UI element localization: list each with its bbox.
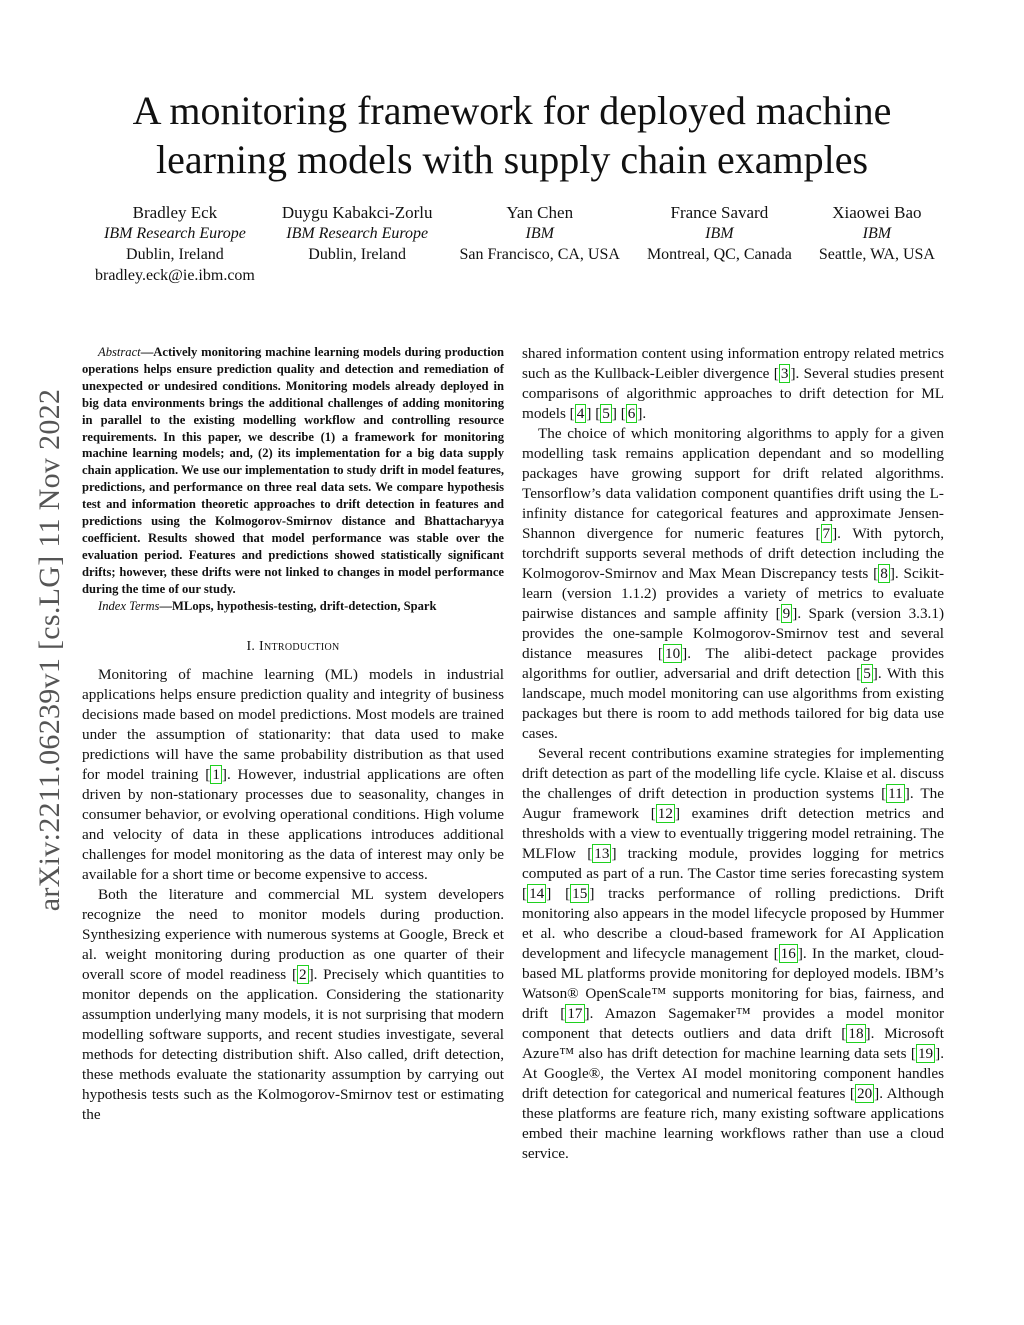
- citation-link[interactable]: 10: [664, 645, 681, 662]
- index-terms-text: —MLops, hypothesis-testing, drift-detection, Spark: [159, 598, 437, 613]
- abstract: [82, 344, 504, 598]
- author-name: Yan Chen: [506, 203, 574, 222]
- author-3: [459, 202, 619, 286]
- citation-link[interactable]: 5: [863, 665, 871, 682]
- author-affiliation: IBM: [525, 225, 554, 242]
- citation-link[interactable]: 4: [576, 405, 585, 422]
- author-location: San Francisco, CA, USA: [459, 246, 620, 263]
- abstract-text: —Actively monitoring machine learning models during production operations helps ensure prediction quality and detection and remediation of unexpected or undesired conditions. Monitoring models already deployed in big data environments brings the additional challenges of adding monitoring in parallel to the existing modelling workflow and controlling resource requirements. In this paper, we describe (1) a framework for monitoring machine learning models; and, (2) its implementation for a big data supply chain application. We use our implementation to study drift in model features, predictions, and performance on three real data sets. We compare hypothesis test and information theoretic approaches to drift detection in features and predictions using the Kolmogorov-Smirnov distance and Bhattacharyya coefficient. Results showed that model performance was stable over the evaluation period. Features and predictions showed statistically significant drifts; however, these drifts were not linked to changes in model performance during the time of our study.: [82, 345, 504, 596]
- citation-link[interactable]: 19: [917, 1045, 934, 1062]
- index-terms-label: Index Terms: [98, 598, 160, 613]
- author-block: [95, 202, 935, 286]
- citation-link[interactable]: 13: [594, 845, 610, 862]
- intro-paragraph-5: Several recent contributions examine strategies for implementing drift detection as part of the modelling life cycle. Klaise et al. discuss the challenges of drift detection in production systems [ 11 ]. The Augur framework [ 12 ] examines drift detection metrics and thresholds with a view to eventually triggering model retraining. The MLFlow [ 13 ] tracking module, provides logging for metrics computed as part of a run. The Castor time series forecasting system [ 14 ] [ 15 ] tracks performance of rolling predictions. Drift monitoring also appears in the model lifecycle proposed by Hummer et al. who describe a cloud-based framework for AI Application development and lifecycle management [ 16 ]. In the market, cloud-based ML platforms provide monitoring for deployed models. IBM’s Watson® OpenScale™ supports monitoring for bias, fairness, and drift [ 17 ]. Amazon Sagemaker™ provides a model monitor component that detects outliers and data drift [ 18 ]. Microsoft Azure™ also has drift detection for machine learning data sets [ 19 ]. At Google®, the Vertex AI model monitoring component handles drift detection for categorical and numerical features [ 20 ]. Although these platforms are feature rich, many existing software applications embed their machine learning workflows rather than use a cloud service.: [522, 745, 944, 1162]
- citation-link[interactable]: 17: [567, 1005, 583, 1022]
- citation-link[interactable]: 5: [602, 405, 610, 422]
- citation-link[interactable]: 12: [657, 805, 673, 822]
- author-4: [647, 202, 792, 286]
- author-affiliation: IBM: [862, 225, 892, 242]
- citation-link[interactable]: 11: [888, 785, 903, 802]
- citation-link[interactable]: 6: [627, 405, 636, 422]
- author-affiliation: IBM Research Europe: [286, 225, 429, 242]
- author-5: [819, 202, 935, 286]
- right-column: [522, 344, 944, 1164]
- author-location: Dublin, Ireland: [308, 246, 407, 263]
- citation-link[interactable]: 18: [848, 1025, 864, 1042]
- section-heading: I. Introduction: [246, 638, 340, 654]
- author-name: Xiaowei Bao: [832, 203, 922, 222]
- citation-link[interactable]: 9: [782, 605, 791, 622]
- citation-link[interactable]: 7: [822, 525, 831, 542]
- author-name: France Savard: [670, 203, 769, 222]
- intro-paragraph-3: shared information content using information entropy related metrics such as the Kullback-Leibler divergence [ 3 ]. Several studies present comparisons of algorithmic approaches to drift detection for ML models [ 4 ] [ 5 ] [ 6 ].: [522, 345, 944, 422]
- index-terms: [82, 598, 504, 615]
- abstract-label: Abstract: [98, 345, 141, 359]
- author-2: [282, 202, 433, 286]
- author-1: [95, 202, 255, 286]
- citation-link[interactable]: 16: [780, 945, 796, 962]
- citation-link[interactable]: 1: [212, 765, 220, 783]
- author-affiliation: IBM: [705, 225, 734, 242]
- author-email: bradley.eck@ie.ibm.com: [95, 267, 255, 284]
- arxiv-identifier: [30, 350, 70, 950]
- intro-paragraph-1: Monitoring of machine learning (ML) models in industrial applications helps ensure prediction quality and integrity of business decisions made based on model predictions. Most models are trained under the assumption of stationarity: that data used to make predictions will have the same probability distribution as that used for model training [ 1 ]. However, industrial applications are often driven by non-stationary processes due to seasonality, changes in consumer behavior, or evolving operational conditions. High volume and velocity of data in these applications introduces additional challenges for model monitoring as the data of interest may only be available for a short time or become expensive to access.: [82, 665, 504, 883]
- citation-link[interactable]: 3: [780, 365, 789, 382]
- author-name: Bradley Eck: [132, 203, 218, 222]
- author-affiliation: IBM Research Europe: [103, 225, 246, 242]
- title-line-2: learning models with supply chain examples: [155, 137, 869, 182]
- author-location: Montreal, QC, Canada: [646, 246, 792, 263]
- intro-paragraph-4: The choice of which monitoring algorithms to apply for a given modelling task remains application dependant and so modelling packages have growing support for drift related algorithms. Tensorflow’s data validation component quantifies drift using the L-infinity distance for categorical features and approximate Jensen-Shannon divergence for numeric features [ 7 ]. With pytorch, torchdrift supports several methods of drift detection including the Kolmogorov-Smirnov and Max Mean Discrepancy tests [ 8 ]. Scikit-learn (version 1.1.2) provides a variety of metrics to evaluate pairwise distances and sample affinity [ 9 ]. Spark (version 3.3.1) provides the one-sample Kolmogorov-Smirnov test and several distance measures [ 10 ]. The alibi-detect package provides algorithms for outlier, adversarial and drift detection [ 5 ]. With this landscape, much model monitoring can use algorithms from existing packages but there is room to add methods tailored for big data use cases.: [522, 425, 945, 742]
- author-name: Duygu Kabakci-Zorlu: [281, 203, 433, 222]
- author-location: Seattle, WA, USA: [818, 246, 935, 263]
- arxiv-id-text: arXiv:2211.06239v1 [cs.LG] 11 Nov 2022: [33, 388, 67, 912]
- title-line-1: A monitoring framework for deployed machine: [132, 88, 892, 133]
- citation-link[interactable]: 15: [572, 885, 588, 902]
- citation-link[interactable]: 8: [880, 565, 888, 582]
- author-location: Dublin, Ireland: [126, 246, 224, 263]
- left-column: [82, 344, 504, 1125]
- paper-title: [80, 86, 944, 184]
- intro-paragraph-2: Both the literature and commercial ML system developers recognize the need to monitor models during production. Synthesizing experience with numerous systems at Google, Breck et al. weight monitoring during production as one quarter of their overall score of model readiness [ 2 ]. Precisely which quantities to monitor depends on the application. Considering the stationarity assumption underlying many models, it is not surprising that modern modelling software supports, and recent studies investigate, several methods for detecting distribution shift. Also called, drift detection, these methods evaluate the stationarity assumption by carrying out hypothesis tests such as the Kolmogorov-Smirnov test or estimating the: [82, 885, 504, 1123]
- citation-link[interactable]: 14: [529, 885, 545, 902]
- citation-link[interactable]: 2: [299, 965, 307, 983]
- citation-link[interactable]: 20: [856, 1085, 873, 1102]
